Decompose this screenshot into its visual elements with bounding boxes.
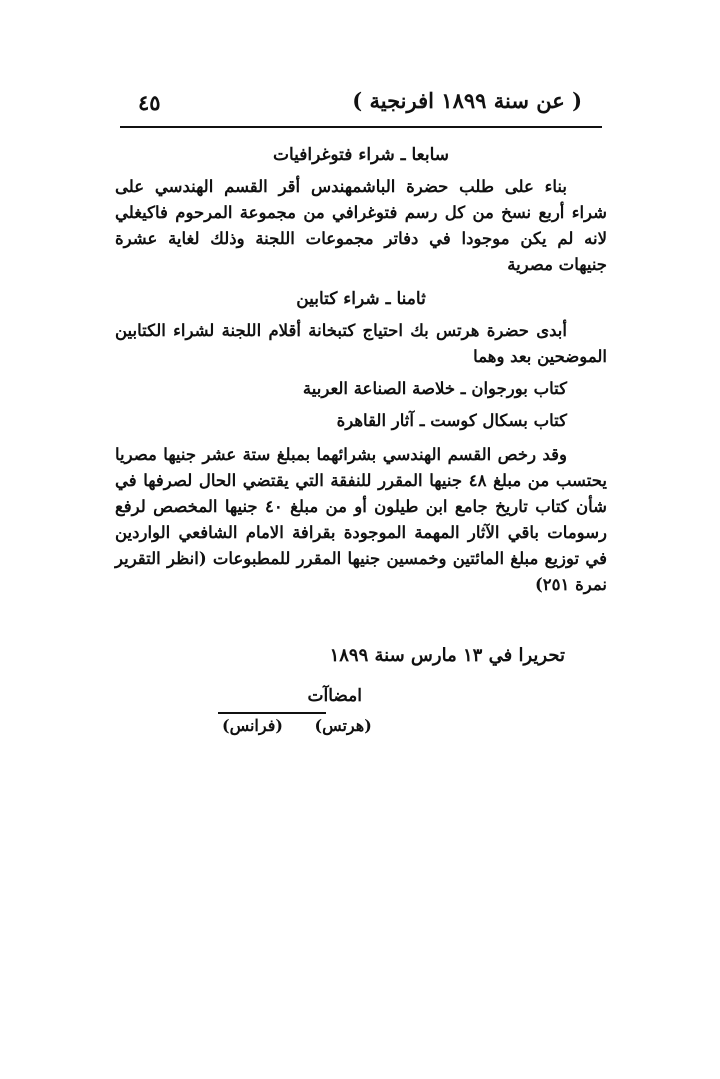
section-heading-7: سابعا ـ شراء فتوغرافيات [272,145,450,165]
running-head: ( عن سنة ۱۸۹۹ افرنجية ) [352,88,582,113]
page-number: ٤٥ [138,90,161,115]
date-line: تحريرا في ١٣ مارس سنة ۱۸۹۹ [329,645,565,666]
section-heading-8: ثامنا ـ شراء كتابين [296,289,426,309]
book-item-2: كتاب بسكال كوست ـ آثار القاهرة [336,411,567,430]
section-8-paragraph: أبدى حضرة هرتس بك احتياج كتبخانة أقلام اللجنة لشراء الكتابين الموضحين بعد وهما [115,321,607,366]
signature-underline [218,712,326,714]
page-header [120,86,602,122]
book-item-1: كتاب بورجوان ـ خلاصة الصناعة العربية [302,379,567,398]
signatory-herz: (هرتس) [314,716,372,735]
signatures-label: امضاآت [307,686,362,706]
section-7-paragraph: بناء على طلب حضرة الباشمهندس أقر القسم الهندسي على شراء أربع نسخ من كل رسم فتوغرافي من مجموعة المرحوم فاكيغلي لانه لم يكن موجودا في دفاتر مجموعات اللجنة وذلك لغاية عشرة جنيهات مصرية [115,177,607,274]
document-body [115,138,607,598]
section-8-closing-paragraph: وقد رخص القسم الهندسي بشرائهما بمبلغ ستة عشر جنيها مصريا يحتسب من مبلغ ٤٨ جنيها المقرر للنفقة التي يقتضي الحال لصرفها في شأن كتاب تاريخ جامع ابن طيلون أو من مبلغ ٤٠ جنيها المخصص لرفع رسومات باقي الآثار المهمة الموجودة بقرافة الامام الشافعي الواردين في توزيع مبلغ المائتين وخمسين جنيها المقرر للمطبوعات (انظر التقرير نمرة ٢٥١) [115,445,607,594]
header-rule [120,126,602,128]
signatory-franz: (فرانس) [222,716,283,735]
signatories [196,716,372,735]
